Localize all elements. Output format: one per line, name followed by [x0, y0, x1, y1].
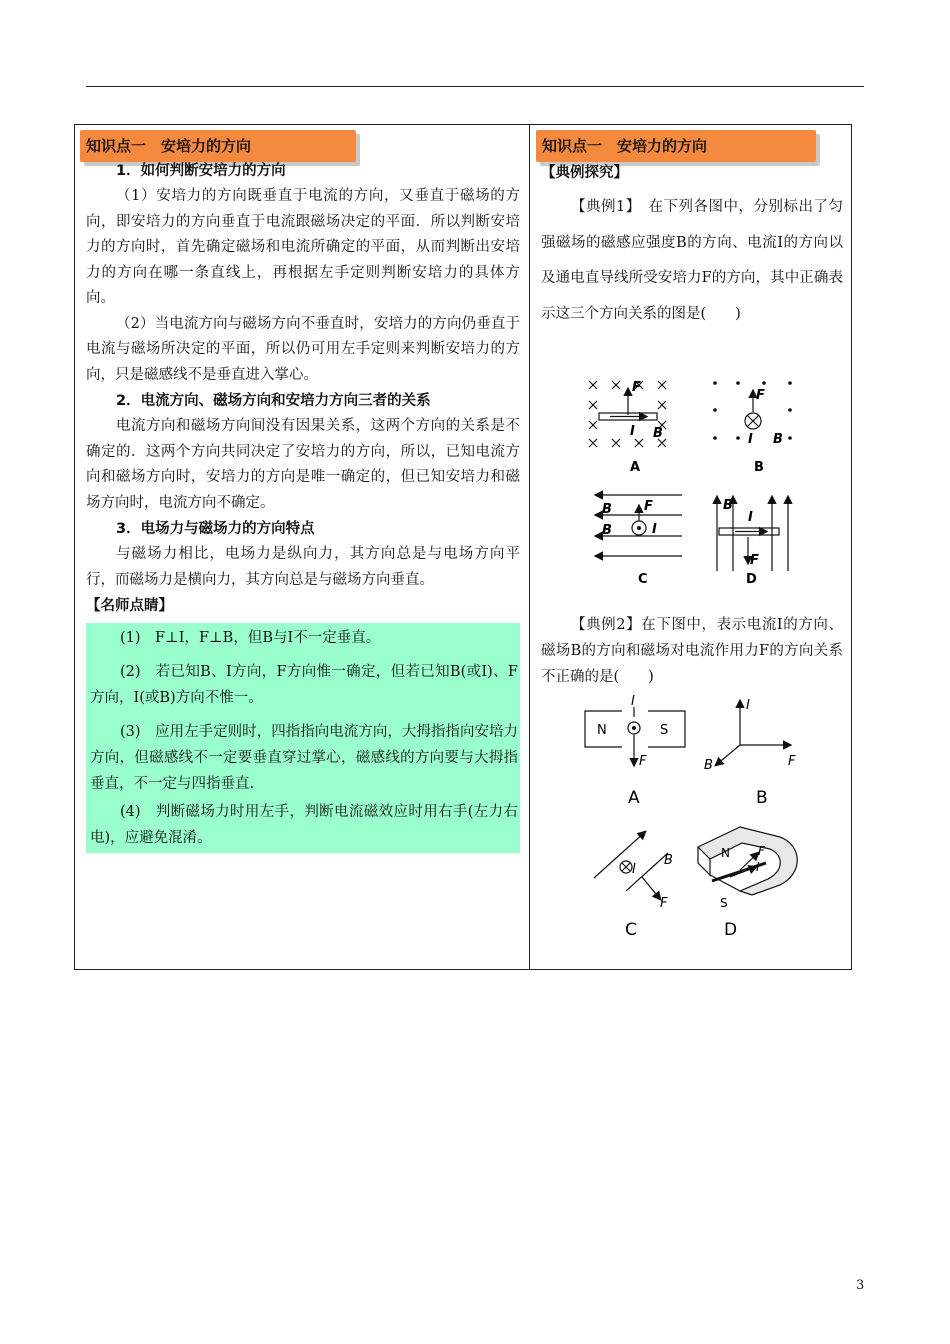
example-2-block	[541, 612, 843, 690]
label-2a-n: N	[597, 723, 607, 738]
figure-c-letter: C	[638, 572, 648, 587]
tip-box	[86, 623, 520, 853]
label-c-i: I	[652, 522, 657, 537]
figure-d-letter: D	[746, 572, 757, 587]
figure-b	[713, 381, 792, 475]
label-2c-i: I	[632, 862, 636, 877]
header-rule	[86, 86, 864, 87]
label-b-b: B	[773, 432, 783, 447]
example-tag: 【典例探究】	[541, 165, 628, 181]
label-b-f: F	[756, 388, 765, 403]
label-2b-b: B	[704, 758, 713, 773]
label-c-b1: B	[602, 502, 612, 517]
paragraph-3: 电流方向和磁场方向间没有因果关系，这两个方向的关系是不确定的．这两个方向共同决定了安培力的方向，所以，已知电流方向和磁场方向时，安培力的方向是唯一确定的，但已知安培力和磁场方向时，电流方向不确定。	[86, 418, 520, 511]
label-2d-f: F	[758, 844, 765, 858]
figure-a	[589, 380, 666, 475]
tip-2: (2) 若已知B、I方向，F方向惟一确定，但若已知B(或I)、F方向，I(或B)方向不惟一。	[90, 664, 518, 706]
figure2-c-letter: C	[625, 920, 637, 940]
label-2d-n: N	[721, 846, 730, 860]
label-d-b: B	[723, 498, 733, 513]
label-2c-f: F	[660, 896, 668, 911]
paragraph-4: 与磁场力相比，电场力是纵向力，其方向总是与电场方向平行，而磁场力是横向力，其方向总是与磁场方向垂直。	[86, 546, 520, 588]
figure-a-letter: A	[630, 460, 641, 475]
example-2-text: 【典例2】在下图中，表示电流I的方向、磁场B的方向和磁场对电流作用力F的方向关系不正确的是( )	[541, 617, 843, 685]
tip-1: (1) F⊥I，F⊥B，但B与I不一定垂直。	[120, 630, 381, 646]
tip-4: (4) 判断磁场力时用左手，判断电流磁效应时用右手(左力右电)，应避免混淆。	[90, 804, 518, 846]
column-divider	[529, 124, 530, 970]
example-2-figure	[580, 695, 820, 945]
heading-3: 3．电场力与磁场力的方向特点	[116, 521, 315, 537]
figure-d	[717, 497, 788, 587]
figure2-b	[704, 698, 796, 808]
figure2-b-letter: B	[756, 788, 768, 808]
figure2-d-letter: D	[724, 920, 738, 940]
label-d-f: F	[750, 553, 759, 568]
figure-b-letter: B	[754, 460, 764, 475]
left-column	[86, 158, 520, 853]
example-1-figure	[580, 375, 810, 590]
label-2a-i: I	[631, 695, 635, 709]
figure-c	[596, 495, 682, 587]
paragraph-1: （1）安培力的方向既垂直于电流的方向，又垂直于磁场的方向，即安培力的方向垂直于电流跟磁场决定的平面．所以判断安培力的方向时，首先确定磁场和电流所确定的平面，从而判断出安培力的方向在哪一条直线上，再根据左手定则判断安培力的具体方向。	[86, 188, 520, 306]
figure2-a	[585, 695, 685, 808]
paragraph-2: （2）当电流方向与磁场方向不垂直时，安培力的方向仍垂直于电流与磁场所决定的平面，所以仍可用左手定则来判断安培力的方向，只是磁感线不是垂直进入掌心。	[86, 315, 520, 383]
tip-3: (3) 应用左手定则时，四指指向电流方向，大拇指指向安培力方向，但磁感线不一定要垂直穿过掌心，磁感线的方向要与大拇指垂直，不一定与四指垂直.	[90, 724, 518, 792]
figure2-d	[698, 827, 797, 940]
label-a-b: B	[653, 426, 663, 441]
label-2d-i: I	[756, 860, 760, 874]
right-column	[541, 160, 843, 332]
figure2-a-letter: A	[628, 788, 640, 808]
label-2d-s: S	[720, 896, 728, 910]
label-c-f: F	[644, 499, 653, 514]
label-2a-s: S	[660, 723, 669, 738]
example-1-text: 【典例1】 在下列各图中，分别标出了匀强磁场的磁感应强度B的方向、电流I的方向以及通电直导线所受安培力F的方向，其中正确表示这三个方向关系的图是( )	[541, 199, 843, 322]
label-2c-b: B	[664, 853, 673, 868]
right-banner: 知识点一 安培力的方向	[536, 130, 816, 162]
heading-2: 2．电流方向、磁场方向和安培力方向三者的关系	[116, 393, 431, 409]
page-number: 3	[856, 1278, 865, 1293]
label-a-i: I	[630, 424, 635, 439]
heading-1: 1．如何判断安培力的方向	[116, 163, 286, 179]
label-a-f: F	[632, 380, 641, 395]
label-2b-f: F	[788, 754, 796, 769]
label-2b-i: I	[746, 698, 750, 713]
label-2a-f: F	[639, 754, 647, 769]
tip-title: 【名师点睛】	[86, 598, 173, 614]
figure2-c	[594, 832, 673, 940]
label-d-i: I	[748, 510, 753, 525]
label-b-i: I	[748, 432, 753, 447]
left-banner: 知识点一 安培力的方向	[80, 130, 356, 162]
label-c-b2: B	[602, 523, 612, 538]
